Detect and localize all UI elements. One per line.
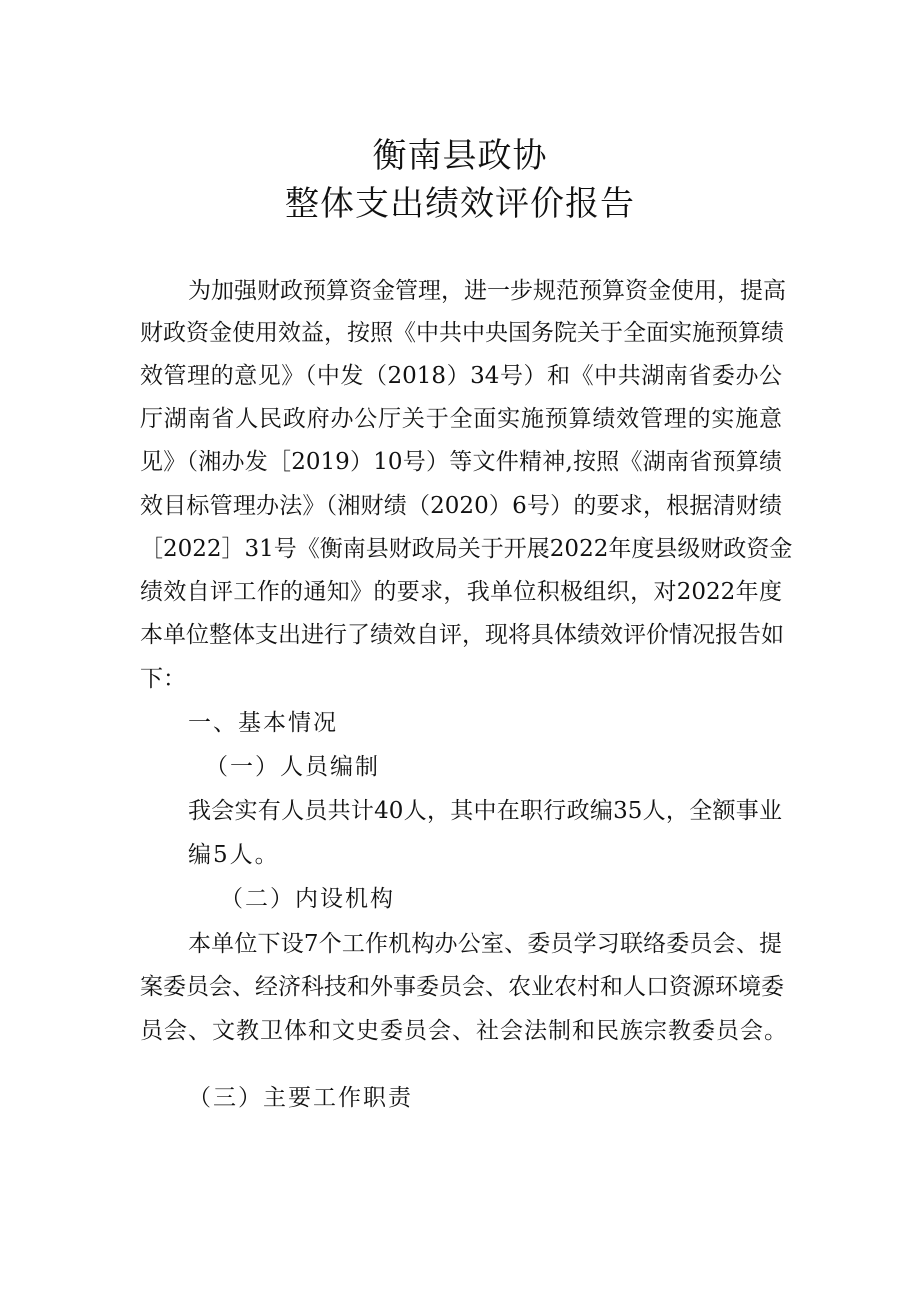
intro-line: 财政资金使用效益，按照《中共中央国务院关于全面实施预算绩 [140,320,784,346]
intro-line: 厅湖南省人民政府办公厅关于全面实施预算绩效管理的实施意 [140,406,782,432]
intro-line: 效目标管理办法》（湘财绩（2020）6号）的要求，根据清财绩 [140,493,782,519]
intro-line: 效管理的意见》（中发（2018）34号）和《中共湖南省委办公 [140,363,782,389]
doc-title-line2: 整体支出绩效评价报告 [285,184,635,224]
section-heading-basic: 一、基本情况 [188,710,338,736]
intro-line: 见》（湘办发［2019）10号）等文件精神,按照《湖南省预算绩 [140,449,782,475]
intro-line: 下： [140,666,186,692]
subsection-heading-departments: （二）内设机构 [220,886,395,912]
intro-line: 本单位整体支出进行了绩效自评，现将具体绩效评价情况报告如 [140,622,784,648]
departments-line: 案委员会、经济科技和外事委员会、农业农村和人口资源环境委 [140,974,784,1000]
intro-line: ［2022］31号《衡南县财政局关于开展2022年度县级财政资金 [140,536,793,562]
intro-line: 为加强财政预算资金管理，进一步规范预算资金使用，提高 [188,278,786,304]
departments-line: 员会、文教卫体和文史委员会、社会法制和民族宗教委员会。 [140,1018,788,1044]
staffing-line: 我会实有人员共计40人，其中在职行政编35人，全额事业 [188,798,782,824]
doc-title-line1: 衡南县政协 [372,136,548,176]
subsection-heading-duties: （三）主要工作职责 [188,1085,413,1111]
departments-line: 本单位下设7个工作机构办公室、委员学习联络委员会、提 [188,931,782,957]
staffing-line: 编5人。 [188,842,280,868]
subsection-heading-staffing: （一）人员编制 [205,754,380,780]
intro-line: 绩效自评工作的通知》的要求，我单位积极组织，对2022年度 [140,579,782,605]
